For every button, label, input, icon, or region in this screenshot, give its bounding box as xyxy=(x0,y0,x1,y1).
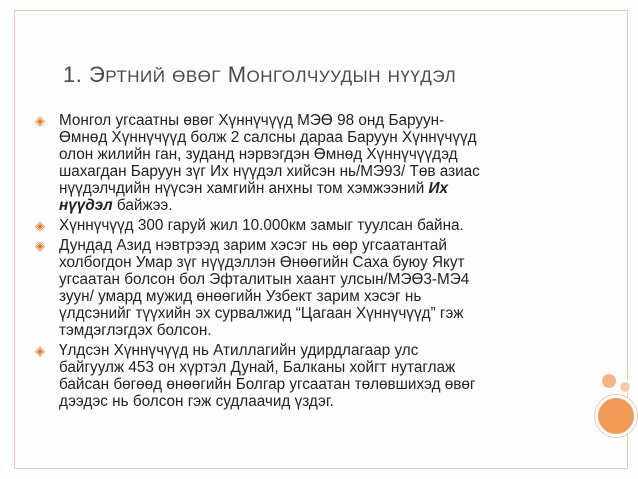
title-word-3-initial: М xyxy=(227,62,247,87)
slide-title xyxy=(63,62,456,88)
text-line: Үлдсэн Хүннүчүүд нь Атиллагийн удирдлагаар улс xyxy=(59,342,419,359)
text-line: холбогдон Умар зүг нүүдэллэн Өнөөгийн Саха буюу Якут xyxy=(59,254,465,271)
bullet-diamond-icon: ◈ xyxy=(35,113,45,128)
title-word-4: НҮҮДЭЛ xyxy=(387,67,457,86)
bullet-text xyxy=(59,217,595,234)
text-line: шахагдан Баруун зүг Их нүүдэл хийсэн нь/МЭ93/ Төв азиас xyxy=(59,163,480,180)
text-line: зуун/ умард мужид өнөөгийн Узбект зарим хэсэг нь xyxy=(59,288,422,305)
bullet-diamond-icon: ◈ xyxy=(35,238,45,253)
decorative-circle-tiny xyxy=(618,380,632,394)
text-line: Хүннүчүүд 300 гаруй жил 10.000км замыг туулсан байна. xyxy=(59,217,464,234)
emphasis-text: Их xyxy=(428,180,449,197)
text-line: нүүдэлчдийн нүүсэн хамгийн анхны том хэмжээний xyxy=(59,180,425,197)
bullet-item xyxy=(35,217,595,234)
bullet-list xyxy=(35,112,595,413)
text-line: олон жилийн ган, зуданд нэрвэгдэн Өмнөд Хүннүчүүдэд xyxy=(59,146,458,163)
text-line: угсаатан болсон бол Эфталитын хаант улсын/МЭӨ3-МЭ4 xyxy=(59,271,470,288)
text-line: байгуулж 453 он хүртэл Дунай, Балканы хойгт нутаглаж xyxy=(59,359,456,376)
bullet-diamond-icon: ◈ xyxy=(35,343,45,358)
decorative-circle-large xyxy=(595,395,637,437)
text-line: дээдэс нь болсон гэж судлаачид үздэг. xyxy=(59,393,334,410)
title-word-1-initial: Э xyxy=(88,62,106,87)
title-word-2: ӨВӨГ xyxy=(172,67,222,86)
bullet-text xyxy=(59,342,595,410)
text-line: үлдсэнийг түүхийн эх сурвалжид “Цагаан Хүннүчүүд” гэж xyxy=(59,305,464,322)
bullet-text xyxy=(59,112,595,214)
bullet-text xyxy=(59,237,595,339)
bullet-diamond-icon: ◈ xyxy=(35,218,45,233)
bullet-item xyxy=(35,237,595,339)
text-line: байжээ. xyxy=(112,197,173,214)
bullet-item xyxy=(35,342,595,410)
title-number: 1. xyxy=(63,62,89,87)
decorative-circle-small xyxy=(600,372,618,390)
bullet-item xyxy=(35,112,595,214)
text-line: байсан бөгөөд өнөөгийн Болгар угсаатан төлөвшихэд өвөг xyxy=(59,376,476,393)
text-line: тэмдэглэгдэх болсон. xyxy=(59,322,212,339)
text-line: Монгол угсаатны өвөг Хүннүчүүд МЭӨ 98 онд Баруун- xyxy=(59,112,445,129)
title-word-1-rest: РТНИЙ xyxy=(105,67,166,86)
emphasis-text: нүүдэл xyxy=(59,197,113,214)
title-word-3-rest: ОНГОЛЧУУДЫН xyxy=(246,67,381,86)
text-line: Өмнөд Хүннүчүүд болж 2 салсны дараа Баруун Хүннүчүүд xyxy=(59,129,477,146)
text-line: Дундад Азид нэвтрээд зарим хэсэг нь өөр угсаатантай xyxy=(59,237,447,254)
